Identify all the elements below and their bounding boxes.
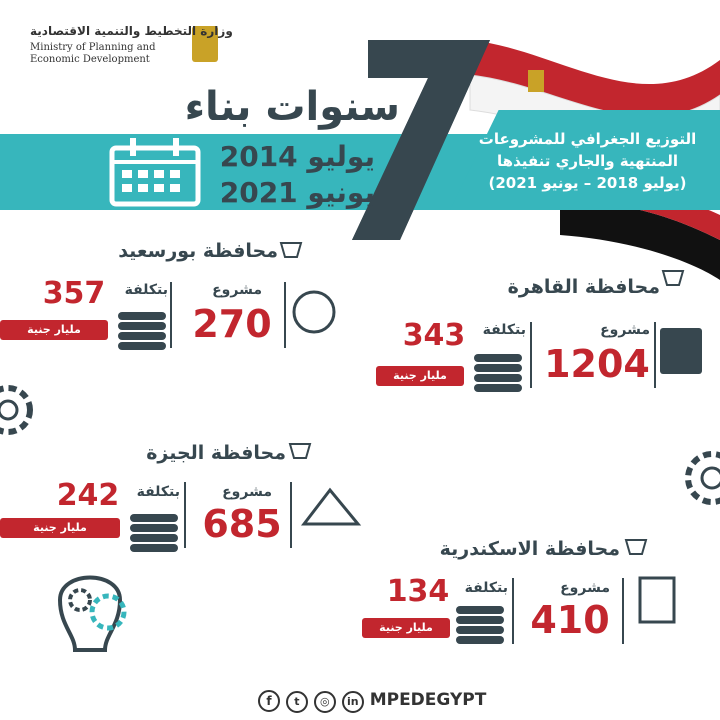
facebook-icon[interactable]: f [258,690,280,712]
cost-value: 343 [402,318,466,353]
projects-count: 410 [530,598,610,642]
unit-badge: مليار جنية [0,320,108,340]
unit-badge: مليار جنية [0,518,120,538]
cost-value: 357 [42,276,106,311]
ministry-name-ar: وزارة التخطيط والتنمية الاقتصادية [30,24,233,38]
social-handle[interactable]: MPEDEGYPT [369,690,487,710]
ministry-name-en: Ministry of Planning and Economic Development [30,42,156,65]
unit-badge: مليار جنية [376,366,464,386]
projects-label: مشروع [560,580,610,596]
distribution-title [470,128,705,194]
title-years: سنوات بناء [184,84,400,130]
calendar-icon-overlay [112,138,198,204]
date-end: يونيو 2021 [219,176,375,209]
projects-count: 1204 [544,342,650,386]
cost-label: بتكلفة [482,322,526,338]
cost-value: 242 [56,478,120,513]
date-start: يوليو 2014 [219,140,375,173]
twitter-icon[interactable]: t [286,691,308,713]
linkedin-icon[interactable]: in [342,691,364,713]
gov-giza-title: محافظة الجيزة [146,442,286,464]
social-bar [258,690,486,713]
projects-count: 270 [192,302,272,346]
instagram-icon[interactable]: ◎ [314,691,336,713]
distribution-line-3: (يوليو 2018 – يونيو 2021) [488,174,687,192]
distribution-line-2: المنتهية والجاري تنفيذها [497,152,678,170]
unit-badge: مليار جنية [362,618,450,638]
distribution-line-1: التوزيع الجغرافي للمشروعات [478,130,697,148]
cost-value: 134 [386,574,450,609]
projects-label: مشروع [222,484,272,500]
projects-label: مشروع [600,322,650,338]
cost-label: بتكلفة [136,484,180,500]
gov-cairo-title: محافظة القاهرة [507,276,660,298]
cost-label: بتكلفة [464,580,508,596]
gov-portsaid-title: محافظة بورسعيد [118,240,278,262]
cost-label: بتكلفة [124,282,168,298]
projects-count: 685 [202,502,282,546]
projects-label: مشروع [212,282,262,298]
gov-alex-title: محافظة الاسكندرية [439,538,620,560]
